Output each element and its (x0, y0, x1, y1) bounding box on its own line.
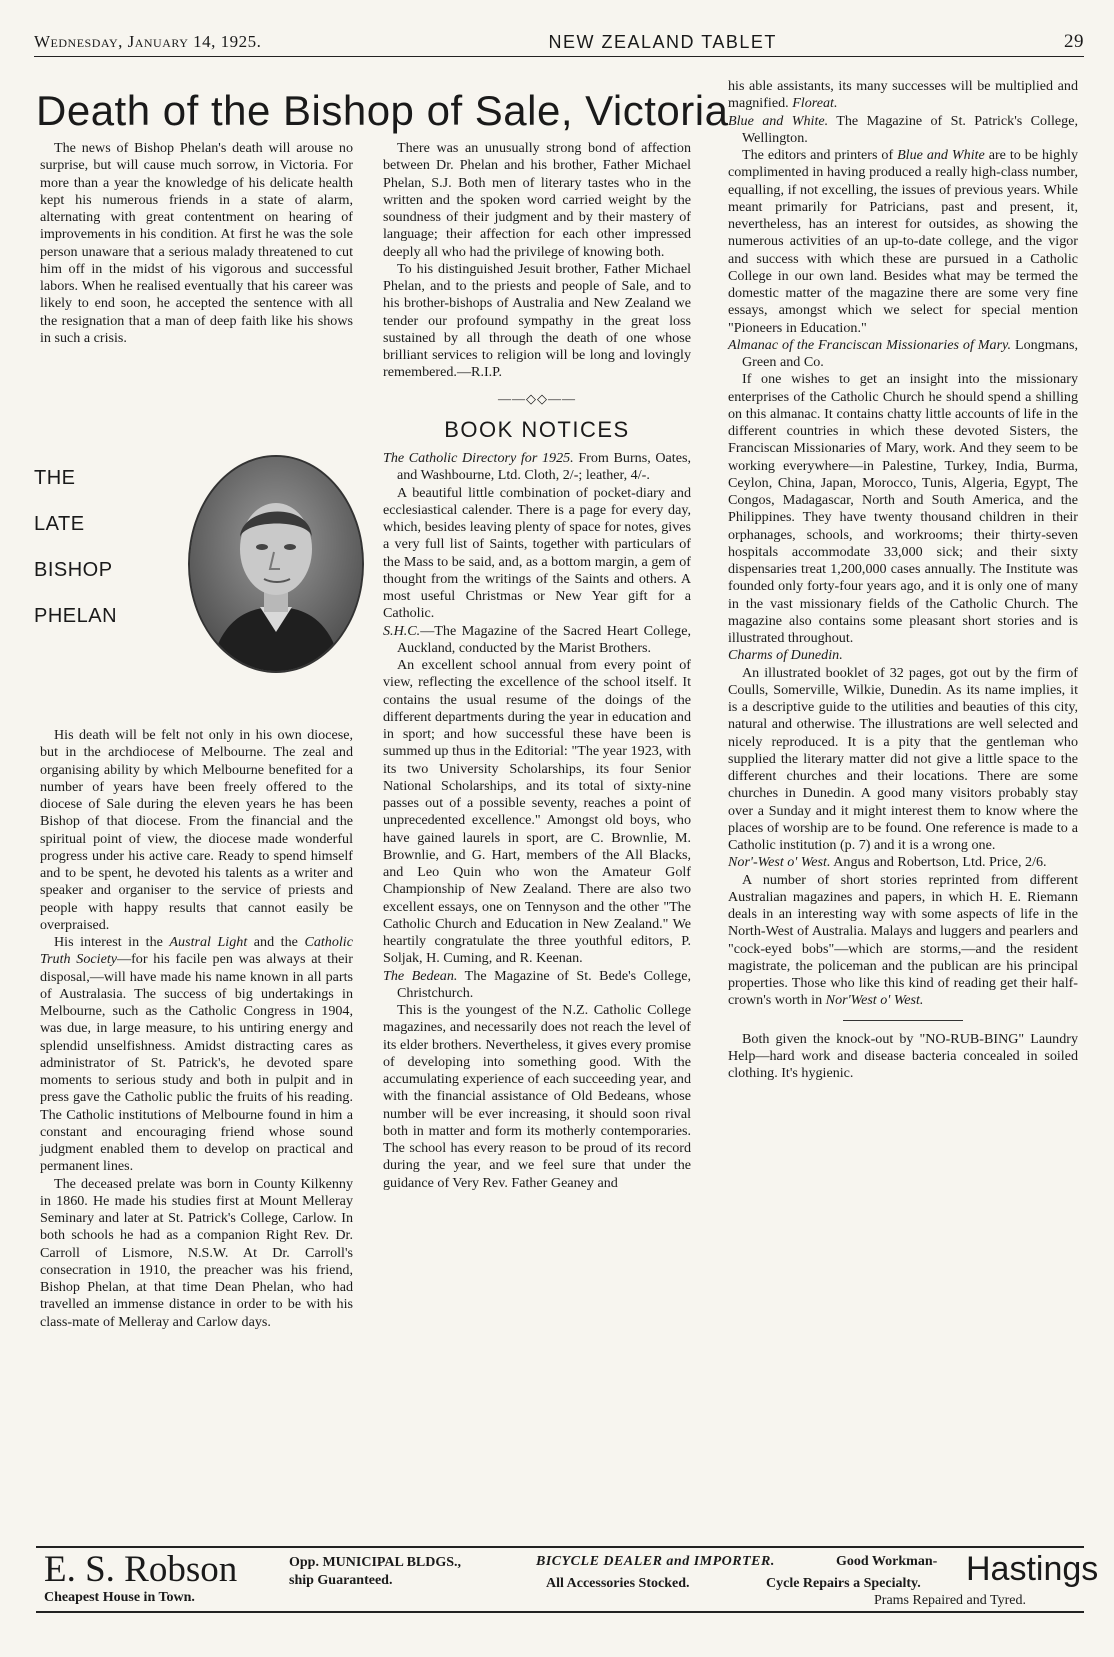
article-paragraph: The news of Bishop Phelan's death will arouse no surprise, but will cause much sorrow, in Victoria. For more than a year the knowledge of his delicate health kept his numerous friends in a state of alarm, alternating with great contentment on hearing of improvements in his condition. At first he was the sole person unaware that a serious malady threatened to cut him off in the midst of his vigorous and successful labors. When he realised eventually that his career was likely to end soon, he accepted the sentence with all the resignation that a man of deep faith like his shows in such a crisis. (40, 140, 353, 346)
article-headline: Death of the Bishop of Sale, Victoria (36, 87, 729, 134)
article-paragraph: His death will be felt not only in his own diocese, but in the archdiocese of Melbourne. The zeal and organising ability by which Melbourne benefited for a number of years have been freely offered to the diocese of Sale during the eleven years he has been Bishop of that diocese. From the financial and the spiritual point of view, the diocese made wonderful progress under his active care. Ready to spend himself and to be spent, he devoted his talents as a writer and speaker and organiser to the service of priests and people with happy results that cannot easily be overpraised. (40, 727, 353, 933)
book-notice-heading (728, 854, 1078, 871)
column-1-bottom (40, 727, 353, 1331)
advertisement-notice: Both given the knock-out by "NO-RUB-BING" Laundry Help—hard work and disease bacteria concealed in soiled clothing. It's hygienic. (728, 1030, 1078, 1081)
robson-advertisement (36, 1546, 1099, 1613)
book-title: The Catholic Directory for 1925. (383, 450, 574, 466)
book-title: Nor'-West o' West. (728, 854, 831, 871)
text-run: The editors and printers of (742, 147, 898, 163)
book-title: Nor'West o' West. (825, 992, 924, 1009)
book-title: Blue and White. (728, 112, 829, 129)
book-notice-heading (383, 968, 691, 1003)
ad-line: Cycle Repairs a Specialty. (766, 1576, 921, 1591)
ad-town: Hastings (966, 1550, 1099, 1588)
book-notice-text: If one wishes to get an insight into the missionary enterprises of the Catholic Church he should spend a shilling on this almanac. It contains chatty little accounts of life in the different countries in which these devoted Sisters, the Franciscan Missionaries of Mary, work. And they seem to be working everywhere—in Palestine, Turkey, India, Burma, Ceylon, China, Japan, Morocco, Tunis, Algeria, Egypt, The Congos, Madagascar, North and South America, and the Philippines. They have twenty thousand children in their orphanages, schools, and workrooms; their thirty-seven hospitals accommodate 33,000 sick; and their sixty dispensaries treat 1,200,000 cases annually. The Institute was founded only forty-four years ago, and it is only one of many in the vast missionary fields of the Catholic Church. The magazine also contains some pleasant short stories and is illustrated throughout. (728, 371, 1078, 646)
portrait-block (34, 455, 360, 715)
portrait-caption (34, 455, 144, 639)
article-paragraph: There was an unusually strong bond of affection between Dr. Phelan and his brother, Father Michael Phelan, S.J. Both men of literary tastes who in the written and the spoken word carried weight by the soundness of their judgment and by their mastery of language; their affection for each other impressed deeply all who had the privilege of knowing both. (383, 140, 691, 260)
portrait-illustration (190, 457, 362, 671)
column-1-top (40, 140, 353, 347)
bishop-portrait-photo (188, 455, 364, 673)
text-run: His interest in the (54, 934, 170, 950)
book-title: The Bedean. (383, 967, 458, 984)
book-notice-heading (728, 337, 1078, 372)
publisher-info: The Magazine of St. Bede's College, Christchurch. (397, 967, 691, 1001)
ad-line: Prams Repaired and Tyred. (874, 1593, 1026, 1608)
section-divider: ——◇◇—— (498, 390, 576, 406)
paper-title: NEW ZEALAND TABLET (548, 31, 777, 52)
column-2 (383, 140, 691, 1192)
article-paragraph: The deceased prelate was born in County Kilkenny in 1860. He made his studies first at Mount Melleray Seminary and later at St. Patrick's College, Carlow. In both schools he had as a companion Right Rev. Dr. Carroll of Lismore, N.S.W. At Dr. Carroll's consecration in 1910, the preacher was his friend, Bishop Phelan, at that time Dean Phelan, who had travelled an immense distance in order to be with his class-mate of Melleray and Carlow days. (40, 1175, 353, 1330)
section-rule (843, 1020, 963, 1021)
book-title: S.H.C. (383, 622, 421, 639)
caption-line: PHELAN (34, 605, 118, 627)
book-notice-text (728, 78, 1078, 113)
book-title: Blue and White (897, 147, 985, 163)
publisher-info: —The Magazine of the Sacred Heart College, Auckland, conducted by the Marist Brothers. (397, 622, 691, 656)
book-notice-text: A beautiful little combination of pocket-diary and ecclesiastical calender. There is a page for every day, which, besides leaving plenty of space for notes, gives a very full list of Saints, together with particulars of the Mass to be said, and, as a bottom margin, a gem of thought from the writings of the Saints and others. A most useful Christmas or New Year gift for a Catholic. (383, 484, 691, 622)
ad-slogan: Cheapest House in Town. (44, 1590, 195, 1605)
masthead (34, 28, 1084, 57)
ad-line: Good Workman- (836, 1554, 938, 1569)
text-run: —for his facile pen was always at their disposal,—will have made his name known in all parts of Australasia. The success of big undertakings in Melbourne, such as the Catholic Congress in 1904, was due, in large measure, to his untiring energy and splendid unselfishness. Amidst distracting cares as administrator of St. Patrick's, he devoted spare moments to serious study and both in pulpit and in press gave the Catholic public the fruits of his reading. The Catholic institutions of Melbourne found in him a constant and encouraging friend whose sound judgment enabled them to develop on practical and permanent lines. (40, 951, 353, 1175)
book-notices-heading: BOOK NOTICES (444, 416, 630, 442)
book-notice-text: This is the youngest of the N.Z. Catholic College magazines, and necessarily does not reach the level of its elder brothers. Nevertheless, it gives every promise of developing into something good. With the accumulating experience of each succeeding year, and with the financial assistance of Old Bedeans, whose number will be ever increasing, it should soon rival both in matter and form its motherly contemporaries. The school has every reason to be proud of its record during the year, and we feel sure that under the guidance of Very Rev. Father Geaney and (383, 1002, 691, 1191)
book-notice-heading (728, 113, 1078, 148)
caption-line: THE (34, 467, 76, 489)
publisher-info: Angus and Robertson, Ltd. Price, 2/6. (830, 854, 1047, 871)
book-notice-text: An excellent school annual from every point of view, reflecting the excellence of the school itself. It contains the usual resume of the doings of the different departments during the year in education and in sport; and how successful these have been is summed up thus in the Editorial: "The year 1923, with its two University Scholarships, its four Senior National Scholarships, and its total of sixty-nine passes out of a possible seventy, reaches a point of unprecedented excellence." Amongst old boys, who have gained laurels in sport, are C. Brownlie, M. Brownlie, and G. Hart, members of the All Blacks, and Leo Quin who won the Amateur Golf Championship of New Zealand. There are also two excellent essays, one on Tennyson and the other "The Catholic Church and Education in New Zealand." We heartily congratulate the three youthful editors, P. Soljak, H. Cuming, and R. Keenan. (383, 657, 691, 967)
publisher-info: Longmans, Green and Co. (742, 336, 1079, 370)
book-notice-text: An illustrated booklet of 32 pages, got out by the firm of Coulls, Somerville, Wilkie, Dunedin. As its name implies, it is a descriptive guide to the utilities and beauties of this city, natural and otherwise. The illustrations are well selected and nicely reproduced. It is a pity that the gentleman who supplied the literary matter did not give a little space to the different churches and their locations. There are some churches in Dunedin. A good many visitors probably stay over a Sunday and it might interest them to know where the places of worship are to be found. One reference is made to a Catholic institution (p. 7) and it is a wrong one. (728, 664, 1078, 853)
issue-date: Wednesday, January 14, 1925. (34, 32, 262, 51)
book-notice-text (728, 147, 1078, 337)
ad-address (289, 1554, 461, 1590)
text-run: and the (247, 934, 305, 950)
text-run: his able assistants, its many successes will be multiplied and magnified. (728, 78, 1078, 112)
article-paragraph: To his distinguished Jesuit brother, Father Michael Phelan, and to the priests and people of Sale, and to his brother-bishops of Australia and New Zealand we tender our profound sympathy in the great loss sustained by all through the death of one whose brilliant services to religion will be long and lovingly remembered.—R.I.P. (383, 260, 691, 381)
book-notice-heading (383, 623, 691, 658)
ad-business-type: BICYCLE DEALER and IMPORTER. (536, 1554, 775, 1569)
caption-line: BISHOP (34, 559, 113, 581)
book-title: Almanac of the Franciscan Missionaries of Mary. (728, 336, 1012, 353)
page-number: 29 (1064, 31, 1084, 52)
book-title: Charms of Dunedin. (728, 647, 843, 664)
text-run-italic: Floreat. (792, 95, 838, 112)
publisher-info: The Magazine of St. Patrick's College, Wellington. (742, 112, 1078, 146)
caption-line: LATE (34, 513, 85, 535)
text-run: are to be highly complimented in having produced a really high-class number, equalling, if not excelling, the issues of previous years. While meant primarily for Patricians, past and present, it, nevertheless, has an interest for outsides, as showing the numerous activities of an up-to-date college, and the vigor and success with which these are pursued in a Catholic College in our own land. Besides what may be termed the domestic matter of the magazine there are some very fine essays, amongst which we select for special mention "Pioneers in Education." (728, 147, 1079, 336)
publisher-info: From Burns, Oates, and Washbourne, Ltd. Cloth, 2/-; leather, 4/-. (397, 450, 691, 484)
ad-line: All Accessories Stocked. (546, 1576, 690, 1591)
ad-line: ship Guaranteed. (289, 1573, 393, 1588)
book-notice-heading (383, 450, 691, 485)
article-paragraph (40, 934, 353, 1176)
column-3 (728, 78, 1078, 1082)
advertiser-name: E. S. Robson (44, 1549, 238, 1590)
ad-line: Opp. MUNICIPAL BLDGS., (289, 1555, 462, 1570)
text-run: A number of short stories reprinted from different Australian magazines and papers, in which H. E. Riemann deals in an interesting way with some aspects of life in the North-West of Australia. Malays and luggers and pearlers and "cock-eyed bobs"—which are storms,—and the resident magistrate, the policeman and the publican are his principal properties. Those who like this kind of reading get their half-crown's worth in (728, 871, 1078, 1009)
publication-title: Austral Light (169, 934, 248, 950)
publication-title: Catholic Truth Society (40, 934, 353, 968)
book-notice-text (728, 872, 1078, 1010)
book-notice-heading (728, 647, 1078, 664)
